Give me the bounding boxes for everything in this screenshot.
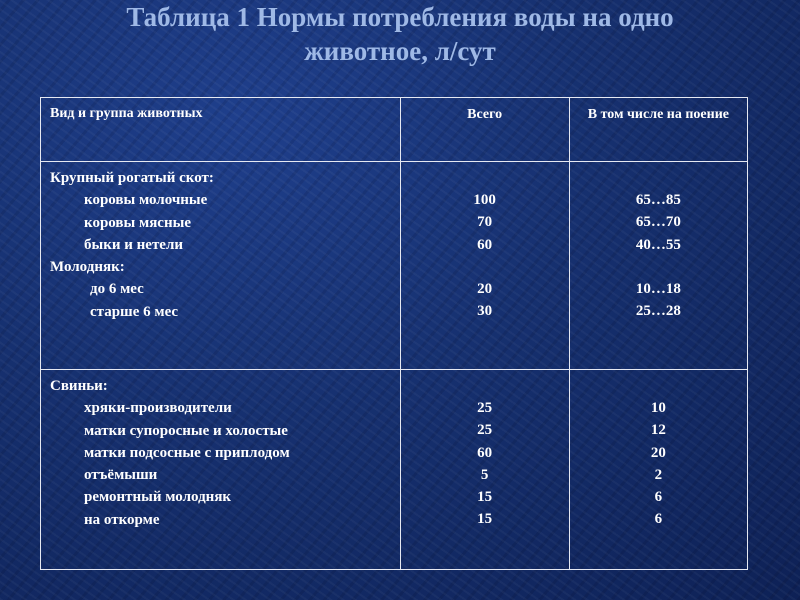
cattle-total-cell	[400, 162, 569, 370]
pigs-item-name: на откорме	[84, 511, 160, 528]
young-drinking-value: 10…18	[635, 281, 681, 298]
table-row-cattle	[41, 162, 748, 370]
young-item-name: до 6 мес	[90, 281, 144, 298]
young-item-name: старше 6 мес	[90, 303, 179, 320]
pigs-total-value: 15	[477, 511, 493, 528]
table-header-row	[41, 98, 748, 162]
pigs-drinking-cell	[569, 370, 747, 570]
slide-title-line-1: Таблица 1 Нормы потребления воды на одно	[126, 2, 674, 32]
pigs-drinking-value: 10	[650, 400, 666, 416]
pigs-names-cell	[41, 370, 401, 570]
pigs-total-value: 15	[477, 489, 493, 506]
cattle-drinking-value: 65…85	[635, 192, 681, 208]
pigs-drinking-value: 6	[654, 511, 663, 528]
spacer	[401, 256, 569, 278]
cattle-total-value: 70	[477, 214, 493, 231]
pigs-item-name: ремонтный молодняк	[84, 489, 232, 506]
pigs-item-name: отъёмыши	[84, 467, 158, 484]
pigs-drinking-value: 20	[650, 444, 666, 461]
young-total-value: 30	[477, 303, 493, 320]
table-row-pigs	[41, 370, 748, 570]
pigs-item-name: хряки-производители	[84, 400, 232, 417]
header-total: Всего	[400, 98, 569, 162]
cattle-total-value: 100	[473, 192, 496, 208]
header-animal-group: Вид и группа животных	[41, 98, 401, 162]
pigs-total-value: 25	[477, 422, 493, 439]
cattle-total-value: 60	[477, 236, 493, 253]
cattle-drinking-value: 65…70	[635, 214, 681, 231]
pigs-total-value: 5	[480, 466, 489, 483]
cattle-item-name: коровы молочные	[84, 192, 208, 209]
cattle-group-label: Крупный рогатый скот:	[50, 170, 214, 186]
header-drinking: В том числе на поение	[569, 98, 747, 162]
pigs-total-value: 60	[477, 444, 493, 461]
pigs-drinking-value: 12	[650, 422, 666, 439]
pigs-item-name: матки подсосные с приплодом	[84, 444, 290, 461]
cattle-item-name: быки и нетели	[84, 236, 184, 253]
pigs-total-value: 25	[477, 400, 493, 416]
pigs-total-cell	[400, 370, 569, 570]
slide-title-line-2: животное, л/сут	[304, 36, 496, 66]
young-drinking-value: 25…28	[635, 303, 681, 320]
water-consumption-table	[40, 97, 748, 570]
spacer	[570, 256, 747, 278]
cattle-drinking-cell	[569, 162, 747, 370]
pigs-drinking-value: 6	[654, 489, 663, 506]
cattle-names-cell	[41, 162, 401, 370]
young-subgroup-label: Молодняк:	[50, 259, 125, 276]
slide-title	[0, 0, 800, 80]
pigs-group-label: Свиньи:	[50, 378, 108, 394]
pigs-item-name: матки супоросные и холостые	[84, 422, 288, 439]
young-total-value: 20	[477, 281, 493, 298]
cattle-item-name: коровы мясные	[84, 214, 191, 231]
cattle-drinking-value: 40…55	[635, 236, 681, 253]
pigs-drinking-value: 2	[654, 466, 663, 483]
